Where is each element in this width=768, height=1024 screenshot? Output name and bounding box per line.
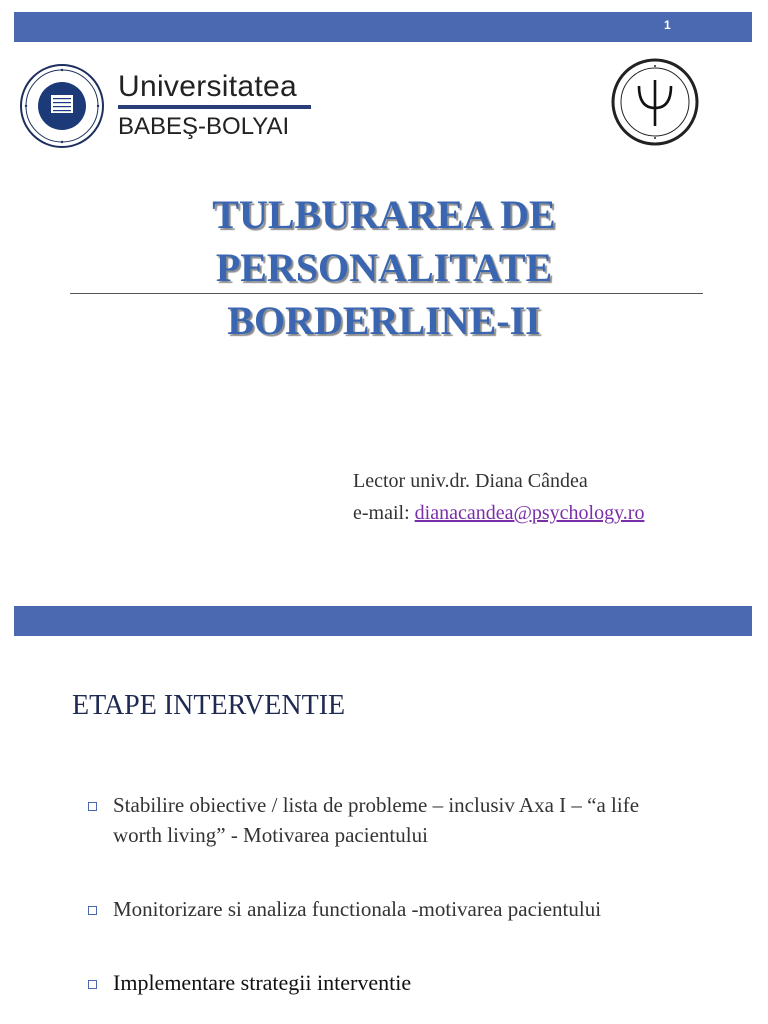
list-item-text: Implementare strategii interventie [113,970,412,995]
intervention-steps-list [88,790,688,998]
page-number: 1 [664,18,671,32]
square-bullet-icon [88,802,97,811]
title-divider [70,293,703,294]
psychology-psi-seal-icon [611,58,699,146]
section-heading: ETAPE INTERVENTIE [72,690,346,721]
slide-title-line2: PERSONALITATE [215,245,553,290]
list-item [88,790,688,850]
list-item-text: Monitorizare si analiza functionala -motivarea pacientului [113,897,602,921]
slide2-header-bar [14,606,752,636]
university-seal-icon [20,64,104,148]
slide-title-line3: BORDERLINE-II [227,298,541,343]
email-link[interactable]: dianacandea@psychology.ro [414,502,645,524]
author-block [353,465,644,529]
university-name-line2: BABEŞ-BOLYAI [118,113,290,140]
email-line [353,497,644,529]
university-name-rule [118,105,311,109]
square-bullet-icon [88,906,97,915]
slide-title-line1: TULBURAREA DE [212,192,556,237]
slide-header-bar [14,12,752,42]
university-name-line1: Universitatea [118,70,297,103]
list-item [88,894,688,924]
slide-title [0,188,768,347]
list-item-text: Stabilire obiective / lista de probleme – inclusiv Axa I – “a life worth living” - Motivarea pacientului [113,793,640,847]
university-name [118,70,311,141]
list-item [88,968,688,998]
email-label: e-mail: [353,502,410,524]
author-name: Lector univ.dr. Diana Cândea [353,470,588,492]
square-bullet-icon [88,980,97,989]
